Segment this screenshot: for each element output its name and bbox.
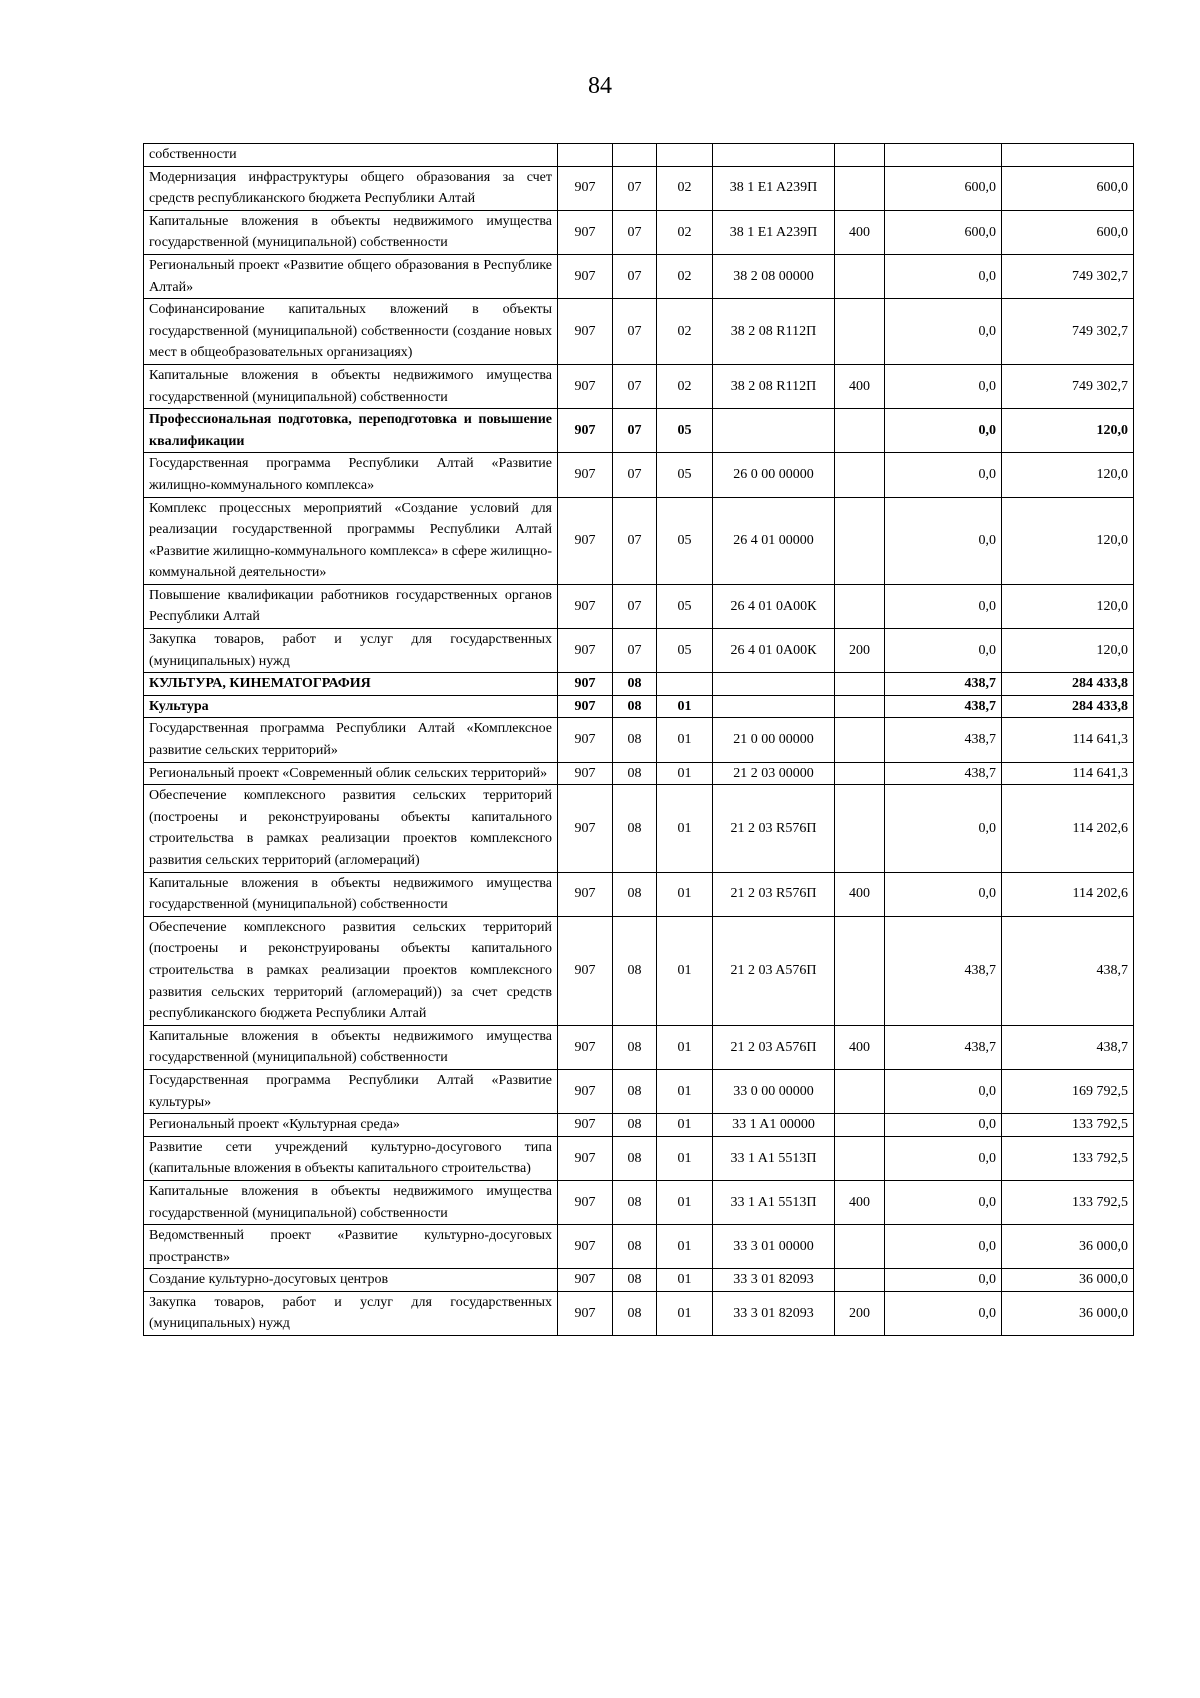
cell-department-code: 907 bbox=[558, 785, 613, 872]
table-row bbox=[144, 872, 1134, 916]
cell-department-code: 907 bbox=[558, 453, 613, 497]
cell-name: Закупка товаров, работ и услуг для государственных (муниципальных) нужд bbox=[144, 629, 558, 673]
cell-expense-type: 400 bbox=[835, 1180, 885, 1224]
cell-section: 08 bbox=[613, 1114, 657, 1137]
cell-department-code: 907 bbox=[558, 718, 613, 762]
cell-expense-type bbox=[835, 497, 885, 584]
table-row bbox=[144, 1180, 1134, 1224]
cell-name: Создание культурно-досуговых центров bbox=[144, 1269, 558, 1292]
table-row bbox=[144, 453, 1134, 497]
cell-amount-2 bbox=[1002, 144, 1134, 167]
cell-amount-2: 120,0 bbox=[1002, 453, 1134, 497]
cell-amount-2: 133 792,5 bbox=[1002, 1180, 1134, 1224]
table-row bbox=[144, 1291, 1134, 1335]
table-row bbox=[144, 166, 1134, 210]
cell-expense-type bbox=[835, 299, 885, 365]
page-number: 84 bbox=[588, 73, 612, 99]
cell-section bbox=[613, 144, 657, 167]
cell-department-code: 907 bbox=[558, 872, 613, 916]
cell-target-article: 21 2 03 A576П bbox=[713, 1025, 835, 1069]
cell-section: 08 bbox=[613, 762, 657, 785]
cell-amount-1: 0,0 bbox=[885, 1069, 1002, 1113]
cell-target-article: 21 2 03 A576П bbox=[713, 916, 835, 1025]
cell-amount-2: 600,0 bbox=[1002, 166, 1134, 210]
cell-target-article bbox=[713, 409, 835, 453]
cell-expense-type bbox=[835, 695, 885, 718]
cell-subsection: 01 bbox=[657, 1291, 713, 1335]
cell-target-article: 33 3 01 82093 bbox=[713, 1291, 835, 1335]
cell-department-code: 907 bbox=[558, 166, 613, 210]
cell-section: 07 bbox=[613, 497, 657, 584]
cell-amount-1: 0,0 bbox=[885, 872, 1002, 916]
cell-name: Капитальные вложения в объекты недвижимого имущества государственной (муниципальной) собственности bbox=[144, 210, 558, 254]
cell-amount-1 bbox=[885, 144, 1002, 167]
cell-target-article: 26 4 01 0А00К bbox=[713, 629, 835, 673]
cell-department-code: 907 bbox=[558, 1225, 613, 1269]
cell-expense-type bbox=[835, 785, 885, 872]
cell-target-article: 33 0 00 00000 bbox=[713, 1069, 835, 1113]
table-row bbox=[144, 1269, 1134, 1292]
cell-subsection: 01 bbox=[657, 785, 713, 872]
cell-section: 08 bbox=[613, 673, 657, 696]
cell-name: КУЛЬТУРА, КИНЕМАТОГРАФИЯ bbox=[144, 673, 558, 696]
cell-section: 07 bbox=[613, 210, 657, 254]
cell-subsection: 01 bbox=[657, 1269, 713, 1292]
table-row bbox=[144, 497, 1134, 584]
cell-amount-1: 0,0 bbox=[885, 1291, 1002, 1335]
cell-expense-type bbox=[835, 1269, 885, 1292]
cell-amount-2: 120,0 bbox=[1002, 409, 1134, 453]
cell-name: Региональный проект «Развитие общего образования в Республике Алтай» bbox=[144, 254, 558, 298]
cell-target-article: 38 1 E1 A239П bbox=[713, 166, 835, 210]
cell-name: Повышение квалификации работников государственных органов Республики Алтай bbox=[144, 584, 558, 628]
cell-amount-2: 133 792,5 bbox=[1002, 1114, 1134, 1137]
cell-target-article: 33 3 01 82093 bbox=[713, 1269, 835, 1292]
cell-amount-1: 0,0 bbox=[885, 364, 1002, 408]
cell-section: 08 bbox=[613, 1069, 657, 1113]
cell-target-article: 38 2 08 R112П bbox=[713, 299, 835, 365]
cell-target-article: 38 2 08 00000 bbox=[713, 254, 835, 298]
cell-department-code: 907 bbox=[558, 762, 613, 785]
cell-subsection: 02 bbox=[657, 210, 713, 254]
cell-section: 08 bbox=[613, 1225, 657, 1269]
cell-expense-type bbox=[835, 1069, 885, 1113]
cell-target-article: 26 4 01 0А00К bbox=[713, 584, 835, 628]
cell-name: собственности bbox=[144, 144, 558, 167]
cell-amount-2: 120,0 bbox=[1002, 629, 1134, 673]
cell-section: 07 bbox=[613, 254, 657, 298]
cell-section: 07 bbox=[613, 299, 657, 365]
cell-amount-1: 0,0 bbox=[885, 497, 1002, 584]
cell-amount-2: 114 202,6 bbox=[1002, 872, 1134, 916]
cell-name: Государственная программа Республики Алтай «Комплексное развитие сельских территорий» bbox=[144, 718, 558, 762]
cell-expense-type bbox=[835, 762, 885, 785]
cell-section: 08 bbox=[613, 1136, 657, 1180]
cell-section: 08 bbox=[613, 1025, 657, 1069]
cell-section: 07 bbox=[613, 364, 657, 408]
cell-name: Государственная программа Республики Алтай «Развитие жилищно-коммунального комплекса» bbox=[144, 453, 558, 497]
cell-amount-2: 120,0 bbox=[1002, 497, 1134, 584]
cell-section: 08 bbox=[613, 1291, 657, 1335]
cell-amount-1: 438,7 bbox=[885, 673, 1002, 696]
cell-section: 08 bbox=[613, 1269, 657, 1292]
cell-section: 07 bbox=[613, 453, 657, 497]
cell-amount-1: 600,0 bbox=[885, 210, 1002, 254]
cell-subsection: 01 bbox=[657, 1225, 713, 1269]
cell-department-code: 907 bbox=[558, 497, 613, 584]
cell-department-code: 907 bbox=[558, 1269, 613, 1292]
cell-expense-type bbox=[835, 144, 885, 167]
cell-name: Обеспечение комплексного развития сельских территорий (построены и реконструированы объекты капитального строительства в рамках реализации проектов комплексного развития сельских территорий (агломераций) bbox=[144, 785, 558, 872]
cell-target-article: 21 2 03 R576П bbox=[713, 872, 835, 916]
cell-amount-1: 0,0 bbox=[885, 409, 1002, 453]
budget-table bbox=[143, 143, 1134, 1336]
table-row bbox=[144, 409, 1134, 453]
cell-name: Капитальные вложения в объекты недвижимого имущества государственной (муниципальной) собственности bbox=[144, 364, 558, 408]
cell-amount-1: 0,0 bbox=[885, 629, 1002, 673]
table-row bbox=[144, 629, 1134, 673]
cell-name: Профессиональная подготовка, переподготовка и повышение квалификации bbox=[144, 409, 558, 453]
cell-expense-type: 400 bbox=[835, 210, 885, 254]
cell-subsection: 01 bbox=[657, 1069, 713, 1113]
table-row bbox=[144, 785, 1134, 872]
cell-amount-1: 0,0 bbox=[885, 1269, 1002, 1292]
cell-section: 08 bbox=[613, 785, 657, 872]
cell-name: Обеспечение комплексного развития сельских территорий (построены и реконструированы объекты капитального строительства в рамках реализации проектов комплексного развития сельских территорий (агломераций)) за счет средств республиканского бюджета Республики Алтай bbox=[144, 916, 558, 1025]
cell-amount-1: 0,0 bbox=[885, 254, 1002, 298]
cell-expense-type bbox=[835, 1225, 885, 1269]
cell-department-code: 907 bbox=[558, 1180, 613, 1224]
cell-target-article bbox=[713, 144, 835, 167]
cell-subsection: 02 bbox=[657, 299, 713, 365]
table-row bbox=[144, 673, 1134, 696]
cell-amount-1: 0,0 bbox=[885, 584, 1002, 628]
cell-expense-type bbox=[835, 254, 885, 298]
cell-amount-1: 0,0 bbox=[885, 1225, 1002, 1269]
cell-amount-2: 114 641,3 bbox=[1002, 718, 1134, 762]
cell-expense-type: 200 bbox=[835, 629, 885, 673]
cell-amount-2: 114 202,6 bbox=[1002, 785, 1134, 872]
cell-target-article: 26 0 00 00000 bbox=[713, 453, 835, 497]
cell-subsection: 05 bbox=[657, 453, 713, 497]
table-body bbox=[144, 144, 1134, 1336]
cell-expense-type bbox=[835, 916, 885, 1025]
cell-name: Капитальные вложения в объекты недвижимого имущества государственной (муниципальной) собственности bbox=[144, 1025, 558, 1069]
cell-subsection: 05 bbox=[657, 409, 713, 453]
cell-expense-type bbox=[835, 1136, 885, 1180]
cell-department-code: 907 bbox=[558, 584, 613, 628]
cell-target-article: 21 2 03 00000 bbox=[713, 762, 835, 785]
table-row bbox=[144, 144, 1134, 167]
cell-subsection: 01 bbox=[657, 1180, 713, 1224]
table-row bbox=[144, 1136, 1134, 1180]
cell-department-code: 907 bbox=[558, 1136, 613, 1180]
cell-name: Капитальные вложения в объекты недвижимого имущества государственной (муниципальной) собственности bbox=[144, 872, 558, 916]
table-row bbox=[144, 1114, 1134, 1137]
cell-amount-2: 36 000,0 bbox=[1002, 1269, 1134, 1292]
cell-department-code: 907 bbox=[558, 1069, 613, 1113]
cell-name: Культура bbox=[144, 695, 558, 718]
cell-target-article bbox=[713, 695, 835, 718]
cell-amount-2: 438,7 bbox=[1002, 916, 1134, 1025]
cell-name: Модернизация инфраструктуры общего образования за счет средств республиканского бюджета Республики Алтай bbox=[144, 166, 558, 210]
cell-target-article: 38 1 E1 A239П bbox=[713, 210, 835, 254]
cell-subsection: 01 bbox=[657, 1114, 713, 1137]
cell-subsection: 05 bbox=[657, 584, 713, 628]
cell-expense-type: 400 bbox=[835, 364, 885, 408]
cell-amount-1: 0,0 bbox=[885, 299, 1002, 365]
cell-expense-type bbox=[835, 166, 885, 210]
cell-subsection: 05 bbox=[657, 497, 713, 584]
cell-name: Развитие сети учреждений культурно-досугового типа (капитальные вложения в объекты капитального строительства) bbox=[144, 1136, 558, 1180]
cell-amount-1: 438,7 bbox=[885, 916, 1002, 1025]
cell-department-code: 907 bbox=[558, 1025, 613, 1069]
cell-amount-1: 438,7 bbox=[885, 762, 1002, 785]
cell-expense-type bbox=[835, 584, 885, 628]
cell-department-code: 907 bbox=[558, 254, 613, 298]
cell-amount-2: 36 000,0 bbox=[1002, 1225, 1134, 1269]
cell-department-code: 907 bbox=[558, 1114, 613, 1137]
cell-amount-1: 438,7 bbox=[885, 718, 1002, 762]
cell-target-article: 33 3 01 00000 bbox=[713, 1225, 835, 1269]
cell-target-article: 33 1 A1 5513П bbox=[713, 1136, 835, 1180]
cell-name: Комплекс процессных мероприятий «Создание условий для реализации государственной программы Республики Алтай «Развитие жилищно-коммунального комплекса» в сфере жилищно-коммунальной деятельности» bbox=[144, 497, 558, 584]
cell-subsection: 01 bbox=[657, 762, 713, 785]
table-row bbox=[144, 916, 1134, 1025]
cell-subsection: 01 bbox=[657, 872, 713, 916]
cell-section: 08 bbox=[613, 695, 657, 718]
table-row bbox=[144, 1069, 1134, 1113]
cell-amount-2: 284 433,8 bbox=[1002, 673, 1134, 696]
cell-name: Региональный проект «Культурная среда» bbox=[144, 1114, 558, 1137]
cell-section: 07 bbox=[613, 584, 657, 628]
table-row bbox=[144, 584, 1134, 628]
cell-amount-2: 749 302,7 bbox=[1002, 299, 1134, 365]
cell-amount-1: 0,0 bbox=[885, 785, 1002, 872]
cell-department-code: 907 bbox=[558, 695, 613, 718]
cell-amount-2: 438,7 bbox=[1002, 1025, 1134, 1069]
cell-expense-type: 400 bbox=[835, 872, 885, 916]
cell-name: Региональный проект «Современный облик сельских территорий» bbox=[144, 762, 558, 785]
cell-amount-2: 600,0 bbox=[1002, 210, 1134, 254]
cell-target-article: 33 1 A1 5513П bbox=[713, 1180, 835, 1224]
cell-department-code: 907 bbox=[558, 210, 613, 254]
cell-department-code: 907 bbox=[558, 1291, 613, 1335]
cell-department-code: 907 bbox=[558, 629, 613, 673]
table-row bbox=[144, 254, 1134, 298]
cell-section: 07 bbox=[613, 629, 657, 673]
cell-department-code: 907 bbox=[558, 409, 613, 453]
cell-amount-1: 0,0 bbox=[885, 1136, 1002, 1180]
cell-amount-1: 438,7 bbox=[885, 695, 1002, 718]
cell-department-code bbox=[558, 144, 613, 167]
table-row bbox=[144, 1225, 1134, 1269]
table-row bbox=[144, 1025, 1134, 1069]
cell-amount-1: 0,0 bbox=[885, 1114, 1002, 1137]
table-row bbox=[144, 299, 1134, 365]
cell-amount-1: 600,0 bbox=[885, 166, 1002, 210]
cell-expense-type: 400 bbox=[835, 1025, 885, 1069]
cell-section: 07 bbox=[613, 166, 657, 210]
cell-department-code: 907 bbox=[558, 364, 613, 408]
cell-amount-1: 0,0 bbox=[885, 1180, 1002, 1224]
cell-target-article bbox=[713, 673, 835, 696]
cell-expense-type: 200 bbox=[835, 1291, 885, 1335]
cell-target-article: 21 2 03 R576П bbox=[713, 785, 835, 872]
cell-subsection: 01 bbox=[657, 1025, 713, 1069]
cell-amount-2: 36 000,0 bbox=[1002, 1291, 1134, 1335]
cell-subsection bbox=[657, 673, 713, 696]
cell-subsection: 01 bbox=[657, 718, 713, 762]
cell-name: Закупка товаров, работ и услуг для государственных (муниципальных) нужд bbox=[144, 1291, 558, 1335]
cell-name: Капитальные вложения в объекты недвижимого имущества государственной (муниципальной) собственности bbox=[144, 1180, 558, 1224]
cell-subsection: 05 bbox=[657, 629, 713, 673]
table-row bbox=[144, 695, 1134, 718]
cell-section: 08 bbox=[613, 718, 657, 762]
table-row bbox=[144, 762, 1134, 785]
cell-amount-2: 120,0 bbox=[1002, 584, 1134, 628]
cell-department-code: 907 bbox=[558, 673, 613, 696]
cell-name: Ведомственный проект «Развитие культурно-досуговых пространств» bbox=[144, 1225, 558, 1269]
cell-department-code: 907 bbox=[558, 916, 613, 1025]
cell-subsection: 02 bbox=[657, 166, 713, 210]
cell-subsection: 01 bbox=[657, 1136, 713, 1180]
cell-expense-type bbox=[835, 409, 885, 453]
cell-expense-type bbox=[835, 718, 885, 762]
cell-subsection: 01 bbox=[657, 916, 713, 1025]
cell-amount-2: 749 302,7 bbox=[1002, 254, 1134, 298]
cell-target-article: 33 1 A1 00000 bbox=[713, 1114, 835, 1137]
cell-section: 08 bbox=[613, 872, 657, 916]
cell-target-article: 38 2 08 R112П bbox=[713, 364, 835, 408]
cell-name: Софинансирование капитальных вложений в объекты государственной (муниципальной) собственности (создание новых мест в общеобразовательных организациях) bbox=[144, 299, 558, 365]
cell-amount-2: 114 641,3 bbox=[1002, 762, 1134, 785]
cell-expense-type bbox=[835, 1114, 885, 1137]
table-row bbox=[144, 210, 1134, 254]
cell-subsection: 02 bbox=[657, 364, 713, 408]
cell-amount-1: 438,7 bbox=[885, 1025, 1002, 1069]
table-row bbox=[144, 718, 1134, 762]
cell-subsection bbox=[657, 144, 713, 167]
cell-subsection: 02 bbox=[657, 254, 713, 298]
cell-expense-type bbox=[835, 673, 885, 696]
cell-section: 08 bbox=[613, 1180, 657, 1224]
cell-amount-2: 169 792,5 bbox=[1002, 1069, 1134, 1113]
cell-section: 07 bbox=[613, 409, 657, 453]
table-row bbox=[144, 364, 1134, 408]
cell-amount-2: 133 792,5 bbox=[1002, 1136, 1134, 1180]
cell-amount-2: 284 433,8 bbox=[1002, 695, 1134, 718]
cell-name: Государственная программа Республики Алтай «Развитие культуры» bbox=[144, 1069, 558, 1113]
cell-target-article: 21 0 00 00000 bbox=[713, 718, 835, 762]
cell-target-article: 26 4 01 00000 bbox=[713, 497, 835, 584]
cell-section: 08 bbox=[613, 916, 657, 1025]
cell-amount-2: 749 302,7 bbox=[1002, 364, 1134, 408]
cell-expense-type bbox=[835, 453, 885, 497]
cell-department-code: 907 bbox=[558, 299, 613, 365]
cell-subsection: 01 bbox=[657, 695, 713, 718]
cell-amount-1: 0,0 bbox=[885, 453, 1002, 497]
